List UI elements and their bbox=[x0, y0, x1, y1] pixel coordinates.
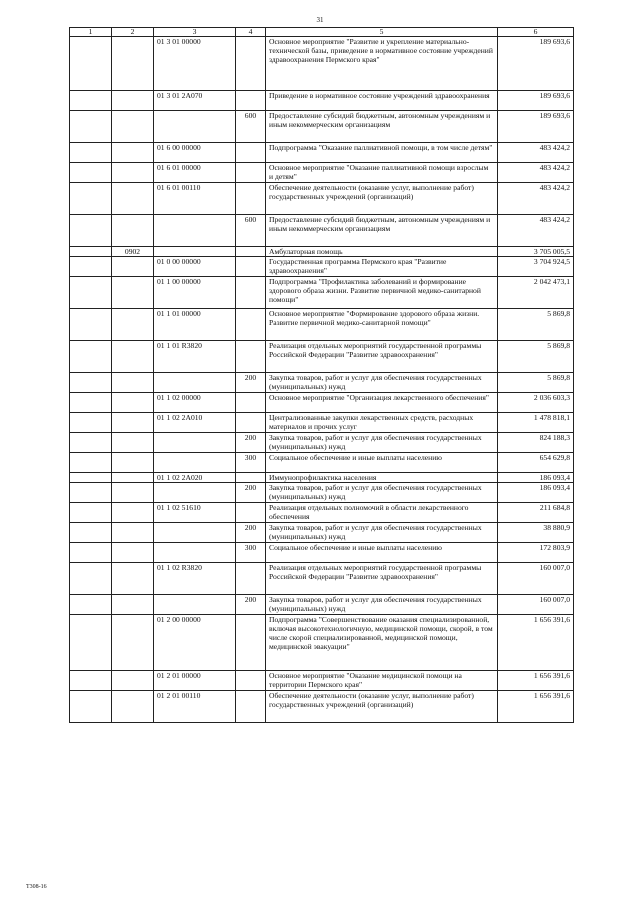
cell-target-code: 01 1 01 00000 bbox=[154, 309, 236, 341]
cell-description: Социальное обеспечение и иные выплаты населению bbox=[266, 543, 498, 563]
cell-expense-type: 600 bbox=[236, 111, 266, 143]
cell-expense-type bbox=[236, 413, 266, 433]
cell-subsection bbox=[112, 691, 154, 723]
cell-subsection bbox=[112, 111, 154, 143]
budget-table bbox=[69, 27, 574, 723]
cell-amount: 483 424,2 bbox=[498, 163, 574, 183]
cell-expense-type bbox=[236, 615, 266, 671]
cell-description: Централизованные закупки лекарственных средств, расходных материалов и прочих услуг bbox=[266, 413, 498, 433]
column-header: 5 bbox=[266, 28, 498, 37]
cell-amount: 189 693,6 bbox=[498, 37, 574, 91]
cell-section bbox=[70, 413, 112, 433]
cell-section bbox=[70, 473, 112, 483]
cell-subsection bbox=[112, 393, 154, 413]
cell-amount: 3 705 005,5 bbox=[498, 247, 574, 257]
cell-subsection bbox=[112, 563, 154, 595]
column-header: 2 bbox=[112, 28, 154, 37]
cell-section bbox=[70, 691, 112, 723]
cell-amount: 483 424,2 bbox=[498, 143, 574, 163]
cell-target-code bbox=[154, 433, 236, 453]
table-row bbox=[70, 143, 574, 163]
cell-amount: 483 424,2 bbox=[498, 183, 574, 215]
cell-section bbox=[70, 247, 112, 257]
table-row bbox=[70, 215, 574, 247]
cell-section bbox=[70, 483, 112, 503]
cell-section bbox=[70, 277, 112, 309]
table-row bbox=[70, 309, 574, 341]
cell-expense-type: 300 bbox=[236, 543, 266, 563]
cell-amount: 172 803,9 bbox=[498, 543, 574, 563]
column-header: 6 bbox=[498, 28, 574, 37]
cell-amount: 654 629,8 bbox=[498, 453, 574, 473]
table-row bbox=[70, 247, 574, 257]
cell-expense-type bbox=[236, 37, 266, 91]
cell-amount: 211 684,8 bbox=[498, 503, 574, 523]
cell-section bbox=[70, 523, 112, 543]
table-row bbox=[70, 433, 574, 453]
cell-section bbox=[70, 671, 112, 691]
cell-amount: 824 188,3 bbox=[498, 433, 574, 453]
cell-description: Амбулаторная помощь bbox=[266, 247, 498, 257]
header-row bbox=[70, 28, 574, 37]
cell-target-code: 01 1 02 51610 bbox=[154, 503, 236, 523]
cell-section bbox=[70, 111, 112, 143]
cell-target-code: 01 1 02 2А010 bbox=[154, 413, 236, 433]
cell-expense-type bbox=[236, 503, 266, 523]
cell-target-code: 01 3 01 2А070 bbox=[154, 91, 236, 111]
cell-amount: 1 656 391,6 bbox=[498, 615, 574, 671]
cell-expense-type bbox=[236, 91, 266, 111]
table-row bbox=[70, 595, 574, 615]
cell-subsection bbox=[112, 163, 154, 183]
cell-subsection bbox=[112, 523, 154, 543]
cell-expense-type bbox=[236, 183, 266, 215]
cell-target-code: 01 1 02 2А020 bbox=[154, 473, 236, 483]
cell-target-code bbox=[154, 215, 236, 247]
cell-description: Предоставление субсидий бюджетным, автономным учреждениям и иным некоммерческим организациям bbox=[266, 111, 498, 143]
cell-description: Подпрограмма "Профилактика заболеваний и формирование здорового образа жизни. Развитие первичной медико-санитарной помощи" bbox=[266, 277, 498, 309]
cell-expense-type bbox=[236, 257, 266, 277]
cell-description: Закупка товаров, работ и услуг для обеспечения государственных (муниципальных) нужд bbox=[266, 373, 498, 393]
cell-expense-type: 200 bbox=[236, 373, 266, 393]
cell-description: Подпрограмма "Оказание паллиативной помощи, в том числе детям" bbox=[266, 143, 498, 163]
cell-subsection bbox=[112, 595, 154, 615]
cell-expense-type bbox=[236, 341, 266, 373]
cell-section bbox=[70, 543, 112, 563]
cell-section bbox=[70, 393, 112, 413]
cell-description: Подпрограмма "Совершенствование оказания специализированной, включая высокотехнологичную, медицинской помощи, скорой, в том числе скорой специализированной, медицинской помощи, медицинской эвакуации" bbox=[266, 615, 498, 671]
cell-amount: 1 478 818,1 bbox=[498, 413, 574, 433]
cell-subsection bbox=[112, 615, 154, 671]
cell-section bbox=[70, 183, 112, 215]
cell-target-code: 01 2 00 00000 bbox=[154, 615, 236, 671]
cell-subsection: 0902 bbox=[112, 247, 154, 257]
cell-expense-type: 600 bbox=[236, 215, 266, 247]
table-row bbox=[70, 373, 574, 393]
cell-expense-type bbox=[236, 247, 266, 257]
page-number: 31 bbox=[316, 16, 324, 24]
cell-subsection bbox=[112, 257, 154, 277]
cell-subsection bbox=[112, 309, 154, 341]
cell-section bbox=[70, 563, 112, 595]
cell-description: Закупка товаров, работ и услуг для обеспечения государственных (муниципальных) нужд bbox=[266, 595, 498, 615]
cell-subsection bbox=[112, 503, 154, 523]
cell-amount: 189 693,6 bbox=[498, 111, 574, 143]
cell-section bbox=[70, 595, 112, 615]
cell-target-code bbox=[154, 373, 236, 393]
cell-section bbox=[70, 341, 112, 373]
cell-subsection bbox=[112, 373, 154, 393]
cell-section bbox=[70, 37, 112, 91]
cell-target-code bbox=[154, 111, 236, 143]
cell-amount: 160 007,0 bbox=[498, 595, 574, 615]
cell-description: Социальное обеспечение и иные выплаты населению bbox=[266, 453, 498, 473]
cell-subsection bbox=[112, 453, 154, 473]
cell-amount: 5 869,8 bbox=[498, 309, 574, 341]
cell-description: Обеспечение деятельности (оказание услуг, выполнение работ) государственных учреждений (организаций) bbox=[266, 183, 498, 215]
cell-expense-type: 200 bbox=[236, 433, 266, 453]
table-row bbox=[70, 341, 574, 373]
table-body bbox=[70, 37, 574, 723]
table-row bbox=[70, 563, 574, 595]
cell-target-code: 01 6 00 00000 bbox=[154, 143, 236, 163]
cell-expense-type: 200 bbox=[236, 483, 266, 503]
cell-amount: 5 869,8 bbox=[498, 341, 574, 373]
cell-description: Закупка товаров, работ и услуг для обеспечения государственных (муниципальных) нужд bbox=[266, 483, 498, 503]
table-row bbox=[70, 413, 574, 433]
cell-description: Реализация отдельных мероприятий государственной программы Российской Федерации "Развитие здравоохранения" bbox=[266, 341, 498, 373]
cell-target-code: 01 6 01 00000 bbox=[154, 163, 236, 183]
column-header: 1 bbox=[70, 28, 112, 37]
cell-section bbox=[70, 257, 112, 277]
column-header: 3 bbox=[154, 28, 236, 37]
cell-amount: 2 042 473,1 bbox=[498, 277, 574, 309]
cell-description: Иммунопрофилактика населения bbox=[266, 473, 498, 483]
table-row bbox=[70, 37, 574, 91]
cell-expense-type bbox=[236, 473, 266, 483]
cell-expense-type bbox=[236, 393, 266, 413]
cell-target-code: 01 2 01 00110 bbox=[154, 691, 236, 723]
cell-section bbox=[70, 143, 112, 163]
cell-subsection bbox=[112, 37, 154, 91]
column-header: 4 bbox=[236, 28, 266, 37]
cell-description: Реализация отдельных мероприятий государственной программы Российской Федерации "Развитие здравоохранения" bbox=[266, 563, 498, 595]
cell-subsection bbox=[112, 143, 154, 163]
cell-subsection bbox=[112, 91, 154, 111]
cell-expense-type: 200 bbox=[236, 523, 266, 543]
cell-subsection bbox=[112, 483, 154, 503]
cell-target-code bbox=[154, 483, 236, 503]
cell-description: Реализация отдельных полномочий в области лекарственного обеспечения bbox=[266, 503, 498, 523]
cell-amount: 38 880,9 bbox=[498, 523, 574, 543]
table-row bbox=[70, 523, 574, 543]
cell-target-code: 01 2 01 00000 bbox=[154, 671, 236, 691]
cell-expense-type bbox=[236, 691, 266, 723]
cell-description: Государственная программа Пермского края "Развитие здравоохранения" bbox=[266, 257, 498, 277]
cell-section bbox=[70, 91, 112, 111]
cell-target-code: 01 1 02 00000 bbox=[154, 393, 236, 413]
cell-target-code: 01 3 01 00000 bbox=[154, 37, 236, 91]
table-row bbox=[70, 393, 574, 413]
cell-description: Приведение в нормативное состояние учреждений здравоохранения bbox=[266, 91, 498, 111]
cell-description: Основное мероприятие "Оказание медицинской помощи на территории Пермского края" bbox=[266, 671, 498, 691]
table-row bbox=[70, 543, 574, 563]
cell-description: Закупка товаров, работ и услуг для обеспечения государственных (муниципальных) нужд bbox=[266, 433, 498, 453]
table-row bbox=[70, 91, 574, 111]
cell-amount: 483 424,2 bbox=[498, 215, 574, 247]
cell-section bbox=[70, 503, 112, 523]
cell-target-code bbox=[154, 543, 236, 563]
cell-target-code: 01 1 01 R3820 bbox=[154, 341, 236, 373]
cell-amount: 186 093,4 bbox=[498, 473, 574, 483]
cell-subsection bbox=[112, 277, 154, 309]
cell-subsection bbox=[112, 215, 154, 247]
cell-amount: 189 693,6 bbox=[498, 91, 574, 111]
cell-subsection bbox=[112, 183, 154, 215]
cell-description: Закупка товаров, работ и услуг для обеспечения государственных (муниципальных) нужд bbox=[266, 523, 498, 543]
table-row bbox=[70, 503, 574, 523]
cell-amount: 160 007,0 bbox=[498, 563, 574, 595]
cell-target-code bbox=[154, 595, 236, 615]
cell-expense-type bbox=[236, 143, 266, 163]
cell-target-code bbox=[154, 523, 236, 543]
cell-amount: 1 656 391,6 bbox=[498, 691, 574, 723]
cell-target-code: 01 1 00 00000 bbox=[154, 277, 236, 309]
cell-section bbox=[70, 373, 112, 393]
table-row bbox=[70, 111, 574, 143]
table-row bbox=[70, 483, 574, 503]
cell-expense-type bbox=[236, 563, 266, 595]
cell-section bbox=[70, 163, 112, 183]
cell-amount: 1 656 391,6 bbox=[498, 671, 574, 691]
cell-description: Предоставление субсидий бюджетным, автономным учреждениям и иным некоммерческим организациям bbox=[266, 215, 498, 247]
cell-section bbox=[70, 309, 112, 341]
cell-section bbox=[70, 615, 112, 671]
cell-subsection bbox=[112, 341, 154, 373]
cell-target-code: 01 6 01 00110 bbox=[154, 183, 236, 215]
cell-expense-type bbox=[236, 277, 266, 309]
cell-amount: 2 036 603,3 bbox=[498, 393, 574, 413]
table-row bbox=[70, 615, 574, 671]
table-row bbox=[70, 453, 574, 473]
cell-subsection bbox=[112, 433, 154, 453]
cell-subsection bbox=[112, 543, 154, 563]
table-row bbox=[70, 473, 574, 483]
cell-target-code bbox=[154, 453, 236, 473]
table-row bbox=[70, 671, 574, 691]
table-row bbox=[70, 691, 574, 723]
cell-description: Основное мероприятие "Формирование здорового образа жизни. Развитие первичной медико-санитарной помощи" bbox=[266, 309, 498, 341]
cell-target-code: 01 0 00 00000 bbox=[154, 257, 236, 277]
cell-subsection bbox=[112, 473, 154, 483]
cell-section bbox=[70, 453, 112, 473]
cell-expense-type: 200 bbox=[236, 595, 266, 615]
cell-expense-type bbox=[236, 309, 266, 341]
cell-description: Основное мероприятие "Организация лекарственного обеспечения" bbox=[266, 393, 498, 413]
table-row bbox=[70, 277, 574, 309]
footer-code: T308-16 bbox=[26, 884, 47, 890]
cell-amount: 3 704 924,5 bbox=[498, 257, 574, 277]
cell-target-code: 01 1 02 R3820 bbox=[154, 563, 236, 595]
cell-subsection bbox=[112, 671, 154, 691]
cell-amount: 186 093,4 bbox=[498, 483, 574, 503]
table-row bbox=[70, 183, 574, 215]
table-row bbox=[70, 163, 574, 183]
cell-subsection bbox=[112, 413, 154, 433]
cell-target-code bbox=[154, 247, 236, 257]
cell-expense-type bbox=[236, 671, 266, 691]
cell-description: Основное мероприятие "Оказание паллиативной помощи взрослым и детям" bbox=[266, 163, 498, 183]
cell-description: Обеспечение деятельности (оказание услуг, выполнение работ) государственных учреждений (организаций) bbox=[266, 691, 498, 723]
cell-amount: 5 869,8 bbox=[498, 373, 574, 393]
table-row bbox=[70, 257, 574, 277]
cell-expense-type: 300 bbox=[236, 453, 266, 473]
cell-expense-type bbox=[236, 163, 266, 183]
cell-section bbox=[70, 433, 112, 453]
cell-section bbox=[70, 215, 112, 247]
cell-description: Основное мероприятие "Развитие и укрепление материально-технической базы, приведение в нормативное состояние учреждений здравоохранения Пермского края" bbox=[266, 37, 498, 91]
